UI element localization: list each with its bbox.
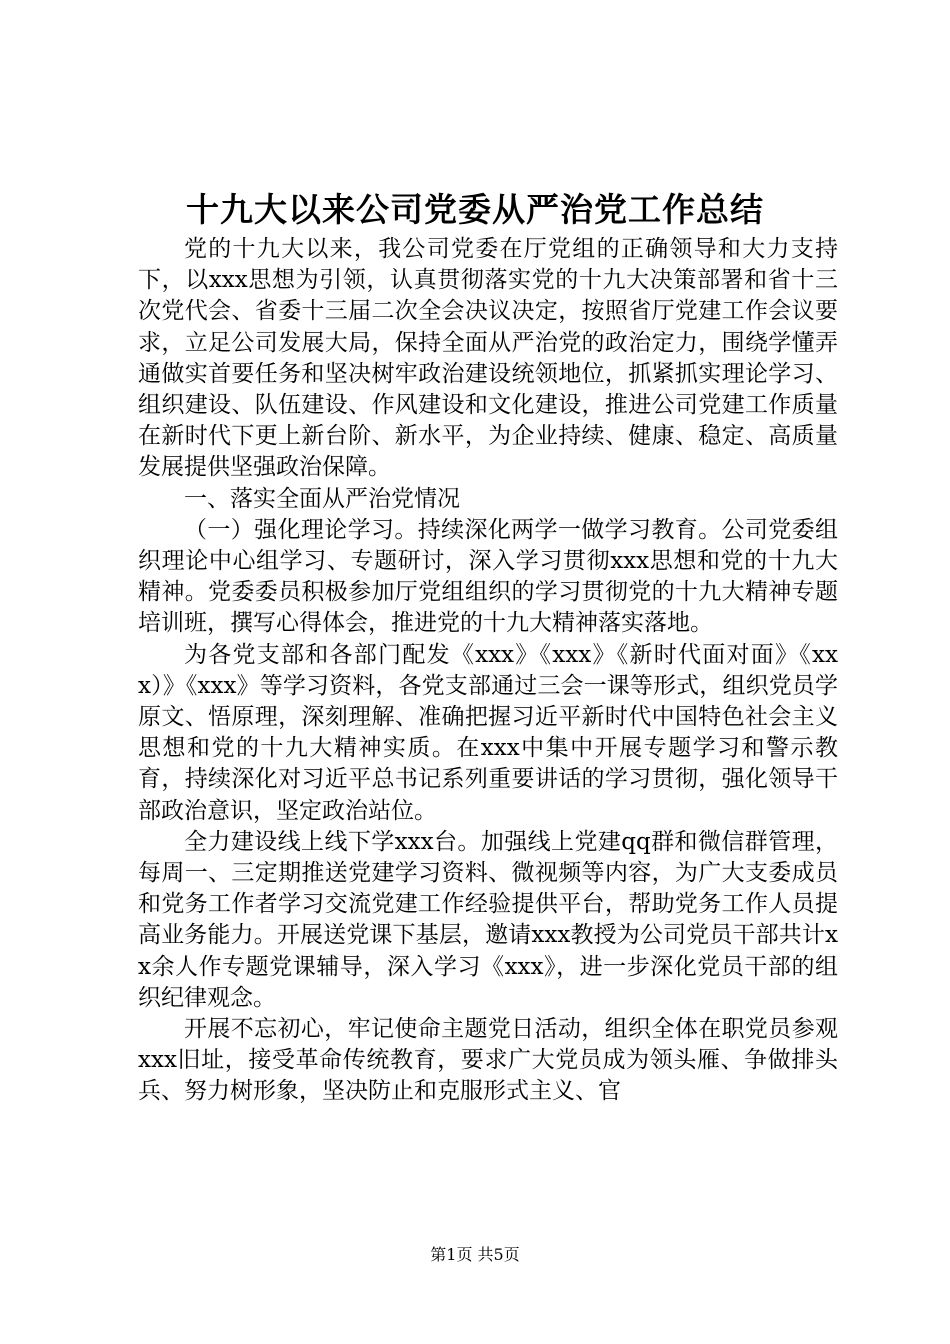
paragraph-theory-study: （一）强化理论学习。持续深化两学一做学习教育。公司党委组织理论中心组学习、专题研讨，深入学习贯彻xxx思想和党的十九大精神。党委委员积极参加厅党组组织的学习贯彻党的十九大精神专题培训班，撰写心得体会，推进党的十九大精神落实落地。 <box>138 516 838 637</box>
document-title: 十九大以来公司党委从严治党工作总结 <box>186 190 764 229</box>
document-body <box>138 234 838 1108</box>
page-footer: 第1页 共5页 <box>430 1245 520 1264</box>
section-heading: 一、落实全面从严治党情况 <box>184 485 460 512</box>
paragraph-study-materials: 为各党支部和各部门配发《xxx》《xxx》《新时代面对面》《xxx）》《xxx》等学习资料，各党支部通过三会一课等形式，组织党员学原文、悟原理，深刻理解、准确把握习近平新时代中国特色社会主义思想和党的十九大精神实质。在xxx中集中开展专题学习和警示教育，持续深化对习近平总书记系列重要讲话的学习贯彻，强化领导干部政治意识，坚定政治站位。 <box>138 641 838 824</box>
paragraph-online-platform: 全力建设线上线下学xxx台。加强线上党建qq群和微信群管理，每周一、三定期推送党建学习资料、微视频等内容，为广大支委成员和党务工作者学习交流党建工作经验提供平台，帮助党务工作人员提高业务能力。开展送党课下基层，邀请xxx教授为公司党员干部共计xx余人作专题党课辅导，深入学习《xxx》，进一步深化党员干部的组织纪律观念。 <box>138 828 838 1011</box>
paragraph-intro: 党的十九大以来，我公司党委在厅党组的正确领导和大力支持下，以xxx思想为引领，认真贯彻落实党的十九大决策部署和省十三次党代会、省委十三届二次全会决议决定，按照省厅党建工作会议要求，立足公司发展大局，保持全面从严治党的政治定力，围绕学懂弄通做实首要任务和坚决树牢政治建设统领地位，抓紧抓实理论学习、组织建设、队伍建设、作风建设和文化建设，推进公司党建工作质量在新时代下更上新台阶、新水平，为企业持续、健康、稳定、高质量发展提供坚强政治保障。 <box>138 236 838 481</box>
paragraph-theme-activity: 开展不忘初心，牢记使命主题党日活动，组织全体在职党员参观xxx旧址，接受革命传统教育，要求广大党员成为领头雁、争做排头兵、努力树形象，坚决防止和克服形式主义、官 <box>138 1016 838 1105</box>
